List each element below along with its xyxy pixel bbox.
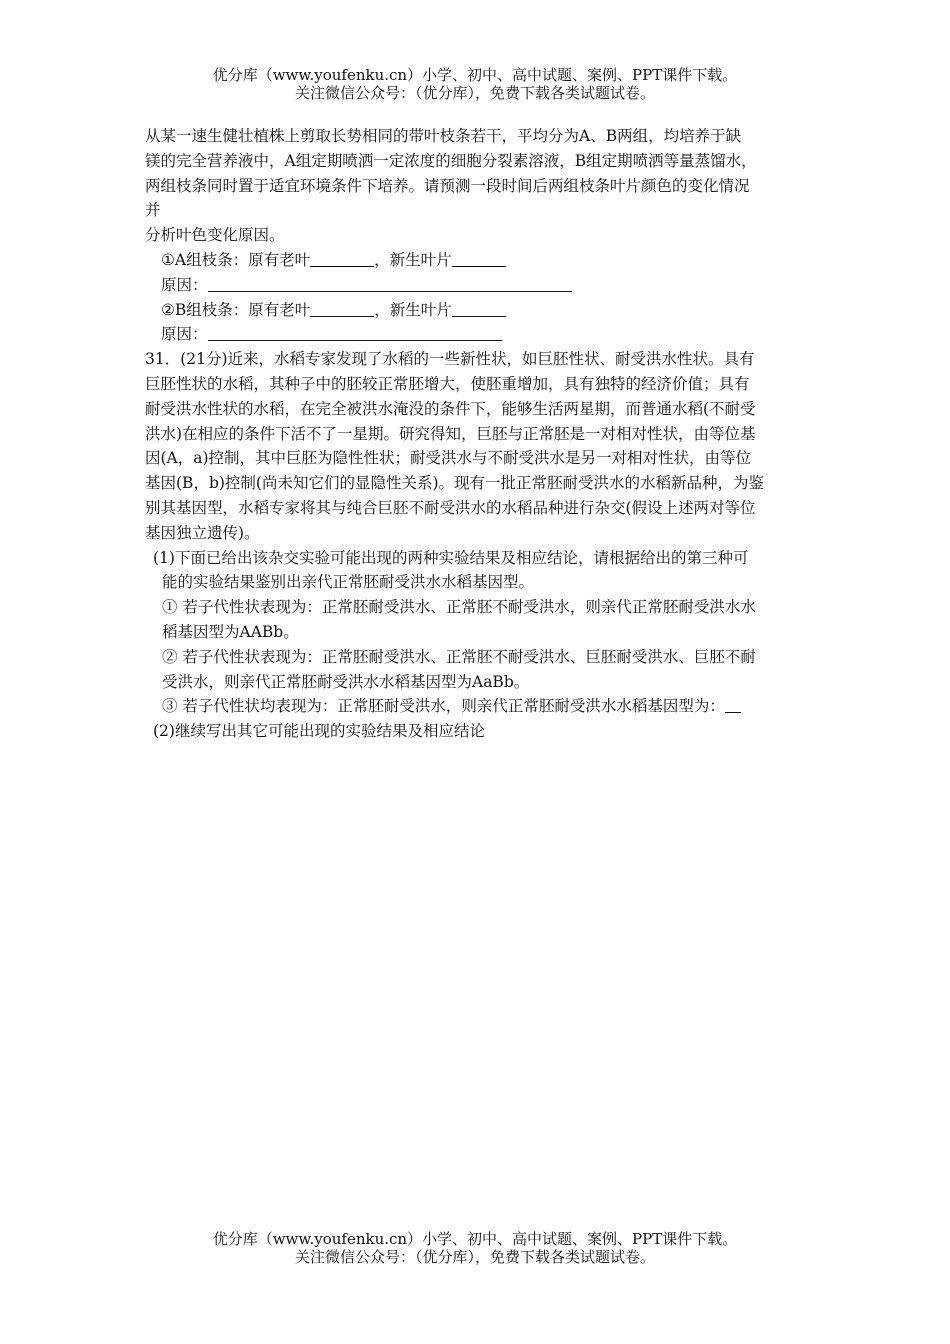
question-30 [145, 124, 825, 347]
q30-intro-line: 分析叶色变化原因。 [145, 226, 285, 245]
q31-result2-line: 受洪水，则亲代正常胚耐受洪水水稻基因型为AaBb。 [162, 672, 530, 691]
q30-group-b [145, 298, 825, 323]
group-b-new-leaf-blank[interactable] [452, 301, 506, 317]
page-footer [0, 1230, 950, 1266]
q30-intro-line: 从某一速生健壮植株上剪取长势相同的带叶枝条若干，平均分为A、B两组，均培养于缺 [145, 127, 742, 145]
footer-line-2: 关注微信公众号：（优分库），免费下载各类试题试卷。 [294, 1248, 655, 1266]
question-31 [145, 347, 825, 744]
q31-result2-line: ② 若子代性状表现为：正常胚耐受洪水、正常胚不耐受洪水、巨胚耐受洪水、巨胚不耐 [162, 647, 756, 666]
q31-result3-line [145, 694, 825, 719]
q30-group-a [145, 248, 825, 273]
q31-result1-line: ① 若子代性状表现为：正常胚耐受洪水、正常胚不耐受洪水，则亲代正常胚耐受洪水水 [162, 598, 756, 617]
group-a-mid: ，新生叶片 [374, 250, 452, 269]
group-a-new-leaf-blank[interactable] [452, 251, 506, 267]
result3-answer-blank[interactable] [725, 697, 741, 713]
group-b-old-leaf-blank[interactable] [310, 301, 374, 317]
q30-intro-line: 并 [145, 201, 161, 220]
q31-stem-line: 31．(21分)近来，水稻专家发现了水稻的一些新性状，如巨胚性状、耐受洪水性状。具有 [145, 350, 755, 369]
q31-part1-line: 能的实验结果鉴别出亲代正常胚耐受洪水水稻基因型。 [162, 573, 535, 592]
q31-result1-line: 稻基因型为AABb。 [162, 622, 299, 641]
group-b-reason-blank[interactable] [208, 325, 502, 341]
page-header [0, 66, 950, 102]
q31-stem-line: 巨胚性状的水稻，其种子中的胚较正常胚增大，使胚重增加，具有独特的经济价值；具有 [145, 374, 750, 393]
footer-line-1: 优分库（www.youfenku.cn）小学、初中、高中试题、案例、PPT课件下载。 [212, 1230, 738, 1248]
group-b-mid: ，新生叶片 [374, 300, 452, 319]
q30-intro-line: 两组枝条同时置于适宜环境条件下培养。请预测一段时间后两组枝条叶片颜色的变化情况 [145, 176, 750, 195]
q31-stem-line: 洪水)在相应的条件下活不了一星期。研究得知，巨胚与正常胚是一对相对性状，由等位基 [145, 424, 756, 443]
q31-stem-line: 耐受洪水性状的水稻，在完全被洪水淹没的条件下，能够生活两星期，而普通水稻(不耐受 [145, 399, 756, 418]
q30-group-b-reason [145, 322, 825, 347]
group-a-prefix: ①A组枝条：原有老叶 [161, 250, 311, 269]
q31-stem-line: 别其基因型，水稻专家将其与纯合巨胚不耐受洪水的水稻品种进行杂交(假设上述两对等位 [145, 498, 756, 517]
group-b-reason-label: 原因： [161, 325, 208, 344]
header-line-2: 关注微信公众号：（优分库），免费下载各类试题试卷。 [294, 84, 655, 102]
q30-intro-line: 镁的完全营养液中，A组定期喷洒一定浓度的细胞分裂素溶液，B组定期喷洒等量蒸馏水， [145, 151, 757, 170]
group-a-reason-label: 原因： [161, 275, 208, 294]
result3-text: ③ 若子代性状均表现为：正常胚耐受洪水，则亲代正常胚耐受洪水水稻基因型为： [162, 697, 725, 716]
group-a-old-leaf-blank[interactable] [310, 251, 374, 267]
q31-stem-line: 基因(B，b)控制(尚未知它们的显隐性关系)。现有一批正常胚耐受洪水的水稻新品种，为鉴 [145, 474, 765, 493]
header-line-1: 优分库（www.youfenku.cn）小学、初中、高中试题、案例、PPT课件下载。 [212, 66, 738, 84]
q31-stem-line: 基因独立遗传)。 [145, 523, 260, 542]
q31-part1-line: (1)下面已给出该杂交实验可能出现的两种实验结果及相应结论，请根据给出的第三种可 [153, 548, 749, 567]
document-body [145, 124, 825, 744]
q30-group-a-reason [145, 273, 825, 298]
group-b-prefix: ②B组枝条：原有老叶 [161, 300, 311, 319]
q31-part2-line: (2)继续写出其它可能出现的实验结果及相应结论 [153, 722, 485, 741]
group-a-reason-blank[interactable] [208, 276, 572, 292]
q31-stem-line: 因(A，a)控制，其中巨胚为隐性性状；耐受洪水与不耐受洪水是另一对相对性状，由等位 [145, 449, 752, 468]
